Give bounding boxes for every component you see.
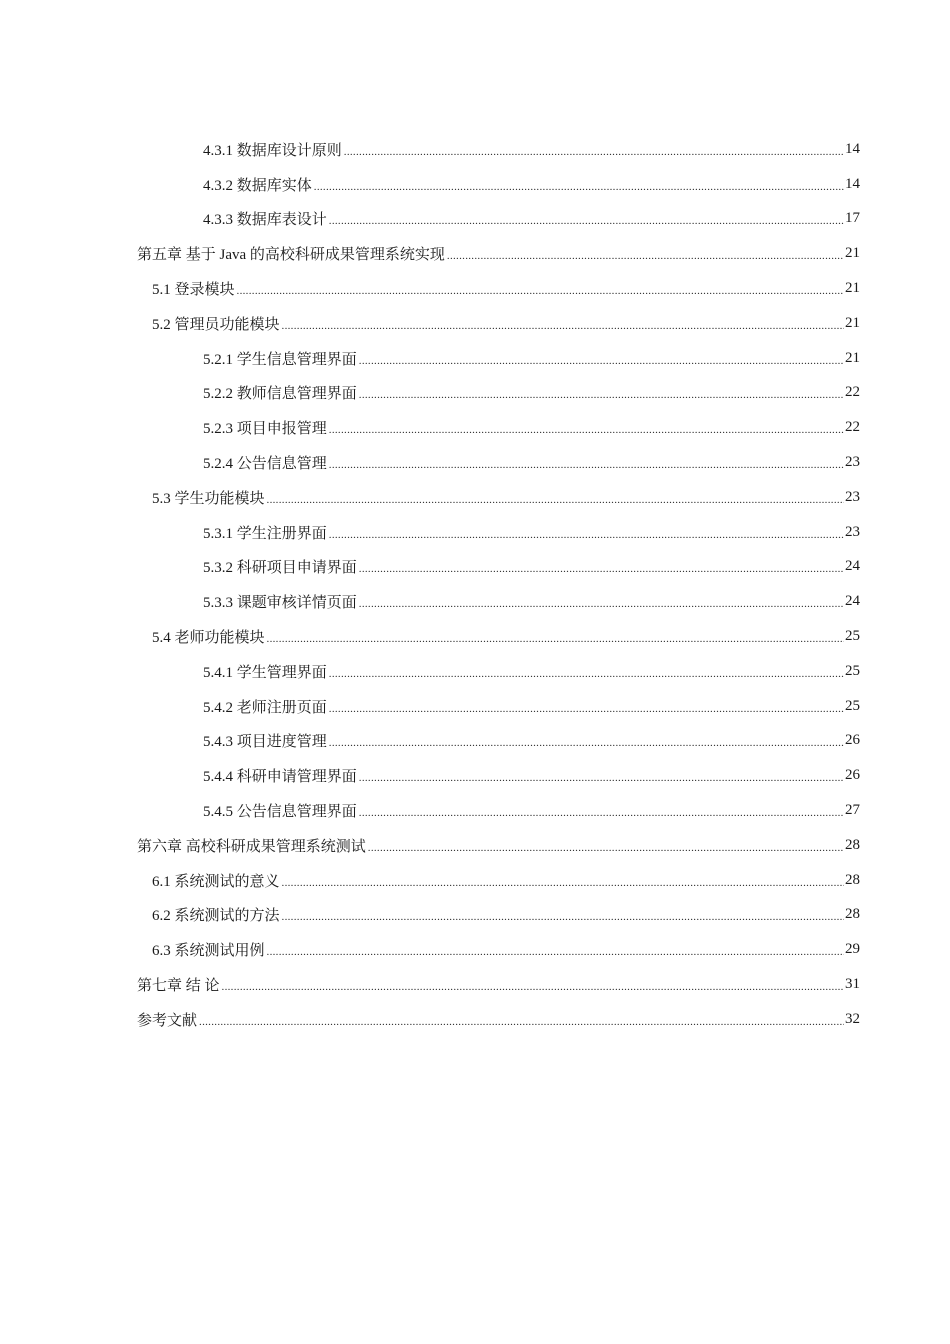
dot-leader: [329, 735, 844, 750]
toc-entry[interactable]: [0, 515, 950, 550]
toc-entry-title: 6.1 系统测试的意义: [152, 873, 280, 890]
toc-entry-page: 21: [845, 349, 860, 366]
toc-entry[interactable]: [0, 793, 950, 828]
dot-leader: [267, 944, 844, 959]
toc-entry[interactable]: [0, 898, 950, 933]
toc-entry[interactable]: [0, 445, 950, 480]
table-of-contents: [0, 132, 950, 1037]
toc-entry-page: 23: [845, 488, 860, 505]
dot-leader: [359, 387, 844, 402]
toc-entry-page: 26: [845, 732, 860, 749]
toc-entry-page: 25: [845, 662, 860, 679]
toc-entry[interactable]: [0, 550, 950, 585]
dot-leader: [237, 283, 844, 298]
toc-entry-page: 21: [845, 314, 860, 331]
toc-entry-title: 5.4.1 学生管理界面: [203, 664, 327, 681]
toc-entry-title: 5.3 学生功能模块: [152, 490, 265, 507]
dot-leader: [329, 457, 844, 472]
dot-leader: [222, 979, 844, 994]
toc-entry-page: 27: [845, 802, 860, 819]
toc-entry-page: 22: [845, 384, 860, 401]
dot-leader: [314, 179, 844, 194]
toc-entry-title: 6.3 系统测试用例: [152, 943, 265, 960]
toc-entry[interactable]: [0, 236, 950, 271]
toc-entry-page: 26: [845, 767, 860, 784]
dot-leader: [329, 666, 844, 681]
toc-entry-page: 17: [845, 210, 860, 227]
toc-entry[interactable]: [0, 306, 950, 341]
toc-entry[interactable]: [0, 1002, 950, 1037]
dot-leader: [329, 701, 844, 716]
toc-entry-page: 14: [845, 140, 860, 157]
toc-entry-title: 5.2.4 公告信息管理: [203, 456, 327, 473]
toc-entry[interactable]: [0, 202, 950, 237]
toc-entry[interactable]: [0, 967, 950, 1002]
toc-entry-title: 4.3.2 数据库实体: [203, 177, 312, 194]
dot-leader: [344, 144, 844, 159]
toc-entry-title: 参考文献: [137, 1012, 198, 1029]
toc-entry-title: 5.4.5 公告信息管理界面: [203, 804, 357, 821]
toc-entry-page: 28: [845, 906, 860, 923]
dot-leader: [199, 1014, 844, 1029]
toc-entry-title: 5.3.2 科研项目申请界面: [203, 560, 357, 577]
toc-entry[interactable]: [0, 132, 950, 167]
toc-entry[interactable]: [0, 341, 950, 376]
toc-entry-page: 21: [845, 280, 860, 297]
dot-leader: [359, 770, 844, 785]
dot-leader: [282, 875, 844, 890]
toc-entry-page: 29: [845, 941, 860, 958]
toc-entry-title: 5.2.2 教师信息管理界面: [203, 386, 357, 403]
toc-entry-page: 25: [845, 697, 860, 714]
toc-entry-title: 5.3.3 课题审核详情页面: [203, 595, 357, 612]
toc-entry-title: 5.1 登录模块: [152, 282, 235, 299]
toc-entry[interactable]: [0, 410, 950, 445]
dot-leader: [329, 422, 844, 437]
toc-entry-title: 第五章 基于 Java 的高校科研成果管理系统实现: [137, 247, 445, 264]
toc-entry-title: 第六章 高校科研成果管理系统测试: [137, 838, 366, 855]
toc-entry-title: 5.2.1 学生信息管理界面: [203, 351, 357, 368]
toc-entry[interactable]: [0, 480, 950, 515]
dot-leader: [359, 561, 844, 576]
toc-entry-page: 23: [845, 523, 860, 540]
dot-leader: [267, 631, 844, 646]
toc-entry-page: 23: [845, 454, 860, 471]
toc-entry[interactable]: [0, 584, 950, 619]
toc-entry-page: 14: [845, 175, 860, 192]
dot-leader: [359, 805, 844, 820]
toc-entry-title: 5.2.3 项目申报管理: [203, 421, 327, 438]
toc-entry[interactable]: [0, 167, 950, 202]
dot-leader: [329, 527, 844, 542]
toc-entry-title: 5.4.3 项目进度管理: [203, 734, 327, 751]
toc-entry[interactable]: [0, 689, 950, 724]
toc-entry[interactable]: [0, 758, 950, 793]
toc-entry-page: 22: [845, 419, 860, 436]
toc-entry-title: 5.2 管理员功能模块: [152, 316, 280, 333]
toc-entry-page: 24: [845, 558, 860, 575]
toc-entry[interactable]: [0, 932, 950, 967]
toc-entry-title: 5.4.2 老师注册页面: [203, 699, 327, 716]
toc-entry-page: 32: [845, 1010, 860, 1027]
toc-entry[interactable]: [0, 863, 950, 898]
toc-entry-title: 第七章 结 论: [137, 978, 220, 995]
dot-leader: [359, 353, 844, 368]
dot-leader: [282, 318, 844, 333]
toc-entry-title: 5.4.4 科研申请管理界面: [203, 769, 357, 786]
dot-leader: [282, 909, 844, 924]
toc-entry-page: 21: [845, 245, 860, 262]
dot-leader: [447, 248, 844, 263]
toc-entry-title: 6.2 系统测试的方法: [152, 908, 280, 925]
dot-leader: [329, 213, 844, 228]
toc-entry-page: 31: [845, 976, 860, 993]
dot-leader: [267, 492, 844, 507]
toc-entry[interactable]: [0, 654, 950, 689]
toc-entry-title: 5.4 老师功能模块: [152, 630, 265, 647]
toc-entry-page: 28: [845, 836, 860, 853]
toc-entry[interactable]: [0, 271, 950, 306]
toc-entry[interactable]: [0, 828, 950, 863]
dot-leader: [359, 596, 844, 611]
dot-leader: [368, 840, 844, 855]
toc-entry-title: 4.3.1 数据库设计原则: [203, 142, 342, 159]
toc-entry-page: 24: [845, 593, 860, 610]
toc-entry-title: 4.3.3 数据库表设计: [203, 212, 327, 229]
toc-entry[interactable]: [0, 724, 950, 759]
toc-entry-title: 5.3.1 学生注册界面: [203, 525, 327, 542]
toc-entry[interactable]: [0, 619, 950, 654]
toc-entry-page: 25: [845, 628, 860, 645]
toc-entry[interactable]: [0, 376, 950, 411]
toc-entry-page: 28: [845, 871, 860, 888]
